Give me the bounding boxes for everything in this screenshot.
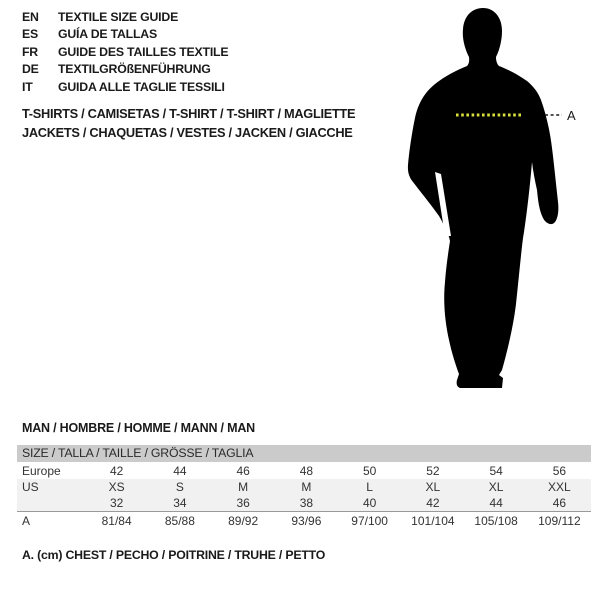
size-cell: 105/108 <box>474 514 518 528</box>
language-code: ES <box>22 27 39 42</box>
size-table-header: SIZE / TALLA / TAILLE / GRÖSSE / TAGLIA <box>17 445 591 462</box>
language-code: IT <box>22 79 33 94</box>
table-row-europe <box>17 462 591 479</box>
figure-area <box>405 4 590 392</box>
size-table <box>17 445 591 530</box>
size-cell: 54 <box>489 463 503 478</box>
row-label: US <box>22 480 39 494</box>
size-cell: 32 <box>109 496 124 510</box>
language-row-de <box>22 61 228 78</box>
size-cell: 40 <box>362 496 377 510</box>
category-line-tshirts: T-SHIRTS / CAMISETAS / T-SHIRT / T-SHIRT / MAGLIETTE <box>22 106 356 121</box>
size-cell: XL <box>488 480 504 494</box>
size-cell: 89/92 <box>228 514 259 528</box>
size-cell: 52 <box>426 463 440 478</box>
size-cell: XL <box>425 480 441 494</box>
language-label: TEXTILE SIZE GUIDE <box>58 10 179 24</box>
category-headings <box>22 105 355 142</box>
size-cell: 44 <box>489 496 503 510</box>
row-label: Europe <box>22 463 61 478</box>
language-label: GUÍA DE TALLAS <box>58 27 157 42</box>
language-code: FR <box>22 44 38 59</box>
size-cell: 42 <box>109 463 124 478</box>
size-cell: 93/96 <box>291 514 322 528</box>
man-silhouette <box>405 4 590 392</box>
language-row-en <box>22 9 228 26</box>
table-row-unlabeled <box>17 495 591 511</box>
size-cell: 44 <box>173 463 187 478</box>
size-cell: 50 <box>362 463 377 478</box>
man-silhouette-body <box>408 8 558 388</box>
size-cell: XXL <box>548 480 571 494</box>
size-cell: 48 <box>299 463 314 478</box>
size-cell: 36 <box>236 496 250 510</box>
size-cell: 42 <box>426 496 440 510</box>
size-cell: 46 <box>552 496 567 510</box>
language-label: TEXTILGRÖßENFÜHRUNG <box>58 62 211 77</box>
row-label: A <box>22 514 31 528</box>
size-cell: M <box>238 480 249 494</box>
table-row-chest-a <box>17 511 591 530</box>
size-cell: M <box>301 480 312 494</box>
language-code: DE <box>22 62 39 77</box>
measure-footnote: A. (cm) CHEST / PECHO / POITRINE / TRUHE / PETTO <box>22 548 326 562</box>
size-cell: 109/112 <box>538 514 581 528</box>
section-title-man: MAN / HOMBRE / HOMME / MANN / MAN <box>22 421 255 435</box>
size-cell: 97/100 <box>351 514 388 528</box>
language-list <box>22 9 228 96</box>
size-cell: S <box>175 480 184 494</box>
size-cell: 38 <box>299 496 314 510</box>
language-label: GUIDA ALLE TAGLIE TESSILI <box>58 79 225 94</box>
size-cell: XS <box>108 480 125 494</box>
language-row-it <box>22 79 228 96</box>
size-cell: 46 <box>236 463 250 478</box>
language-row-es <box>22 26 228 43</box>
category-line-jackets: JACKETS / CHAQUETAS / VESTES / JACKEN / GIACCHE <box>22 124 353 140</box>
measure-label-a: A <box>567 108 576 123</box>
size-cell: L <box>366 480 373 494</box>
language-code: EN <box>22 10 39 24</box>
size-cell: 81/84 <box>101 514 132 528</box>
language-row-fr <box>22 44 228 61</box>
size-cell: 101/104 <box>411 514 455 528</box>
language-label: GUIDE DES TAILLES TEXTILE <box>58 44 229 59</box>
size-cell: 85/88 <box>164 514 195 528</box>
size-cell: 34 <box>173 496 187 510</box>
size-cell: 56 <box>552 463 567 478</box>
table-row-us <box>17 479 591 495</box>
